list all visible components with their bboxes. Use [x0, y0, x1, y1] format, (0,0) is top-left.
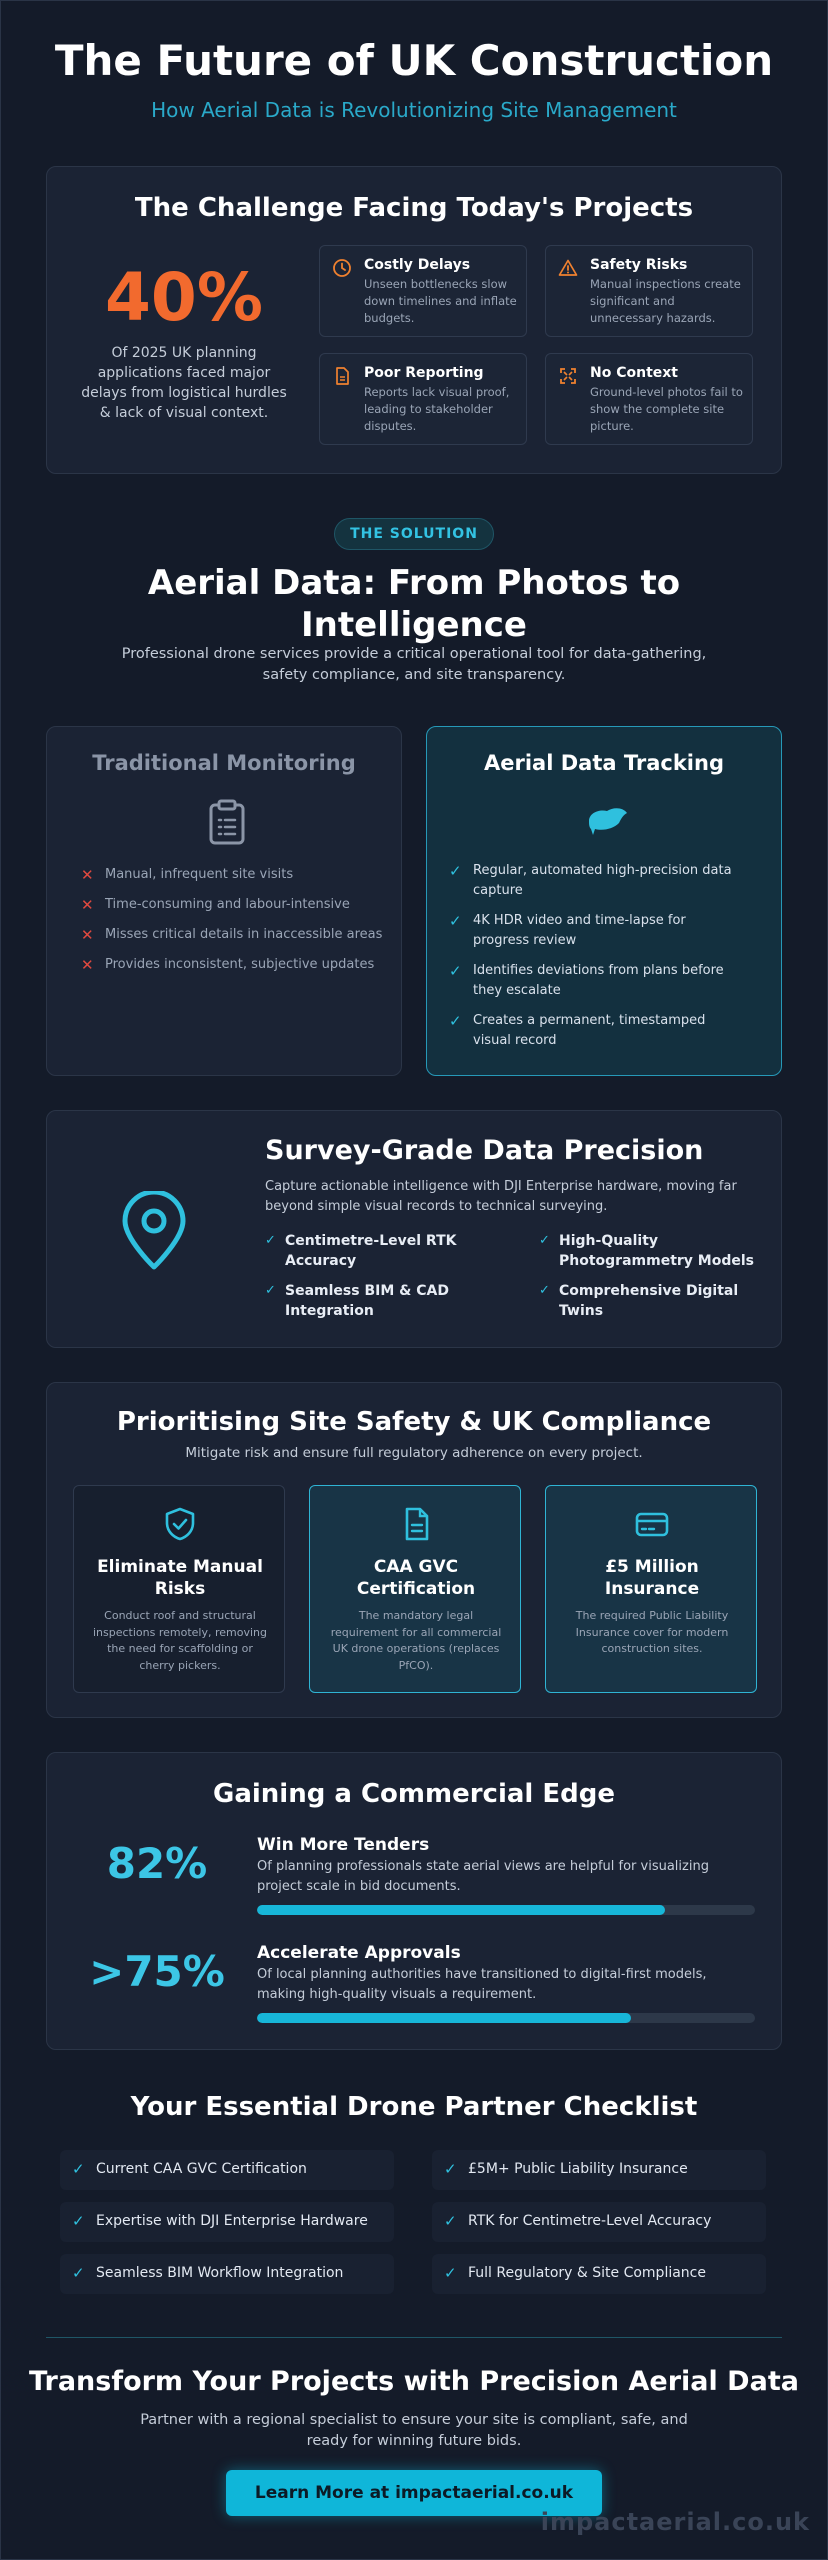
progress-bar — [257, 2013, 755, 2023]
commercial-row-desc: Of planning professionals state aerial views are helpful for visualizing project scale in bid documents. — [257, 1859, 709, 1894]
file-icon — [398, 1506, 434, 1542]
safety-box-insurance — [545, 1485, 757, 1693]
check-icon: ✓ — [539, 1233, 550, 1248]
precision-section: Survey-Grade Data Precision Capture actionable intelligence with DJI Enterprise hardware, moving far beyond simple visual records to technical surveying. ✓ Centimetre-Level RTK Accuracy ✓ High-Quality Photogrammetry Models ✓ Seamless BIM & CAD Integration ✓ Comprehensive Digital Twins — [46, 1110, 782, 1348]
challenge-item-title: Costly Delays — [364, 257, 471, 273]
cta-title: Transform Your Projects with Precision Aerial Data — [29, 2366, 799, 2397]
safety-box-caa-gvc — [309, 1485, 521, 1693]
commercial-stat: >75% — [89, 1947, 225, 1996]
commercial-row-title: Accelerate Approvals — [257, 1943, 461, 1963]
check-icon: ✓ — [449, 962, 462, 980]
commercial-section — [46, 1752, 782, 2050]
challenge-item-costly-delays — [319, 245, 527, 337]
section-divider — [46, 2337, 782, 2338]
safety-box-title: CAA GVC Certification — [356, 1557, 476, 1599]
warning-icon — [558, 258, 578, 278]
solution-pill: THE SOLUTION — [334, 518, 494, 550]
aerial-title: Aerial Data Tracking — [484, 751, 724, 775]
cta-desc: Partner with a regional specialist to ensure your site is compliant, safe, and ready for winning future bids. — [140, 2412, 688, 2449]
challenge-section — [46, 166, 782, 474]
precision-desc: Capture actionable intelligence with DJI Enterprise hardware, moving far beyond simple visual records to technical surveying. — [265, 1179, 737, 1214]
challenge-item-desc: Reports lack visual proof, leading to stakeholder disputes. — [364, 385, 510, 433]
progress-fill — [257, 2013, 631, 2023]
document-icon — [332, 366, 352, 386]
check-icon: ✓ — [449, 912, 462, 930]
x-icon: ✕ — [81, 926, 94, 944]
commercial-row-desc: Of local planning authorities have transitioned to digital-first models, making high-quality visuals a requirement. — [257, 1967, 707, 2002]
check-icon: ✓ — [72, 2212, 85, 2230]
challenge-item-title: No Context — [590, 365, 678, 381]
challenge-stat: 40% — [105, 259, 263, 336]
x-icon: ✕ — [81, 896, 94, 914]
challenge-item-desc: Unseen bottlenecks slow down timelines and inflate budgets. — [364, 277, 517, 325]
checklist-item: ✓ RTK for Centimetre-Level Accuracy — [432, 2202, 766, 2242]
clock-icon — [332, 258, 352, 278]
page-title: The Future of UK Construction — [54, 36, 774, 85]
watermark: impactaerial.co.uk — [540, 2508, 810, 2536]
solution-desc: Professional drone services provide a critical operational tool for data-gathering, safety compliance, and site transparency. — [121, 646, 707, 683]
safety-box-desc: The required Public Liability Insurance cover for modern construction sites. — [575, 1609, 729, 1655]
challenge-item-title: Safety Risks — [590, 257, 688, 273]
challenge-item-title: Poor Reporting — [364, 365, 484, 381]
map-pin-icon — [119, 1191, 189, 1271]
checklist-item: ✓ Full Regulatory & Site Compliance — [432, 2254, 766, 2294]
checklist-item: ✓ Current CAA GVC Certification — [60, 2150, 394, 2190]
checklist-title: Your Essential Drone Partner Checklist — [130, 2092, 698, 2122]
check-icon: ✓ — [444, 2264, 457, 2282]
credit-card-icon — [634, 1506, 670, 1542]
check-icon: ✓ — [444, 2160, 457, 2178]
safety-box-manual-risks — [73, 1485, 285, 1693]
checklist-item: ✓ Expertise with DJI Enterprise Hardware — [60, 2202, 394, 2242]
check-icon: ✓ — [265, 1283, 276, 1298]
clipboard-icon — [205, 799, 249, 845]
checklist-item: ✓ Seamless BIM Workflow Integration — [60, 2254, 394, 2294]
traditional-title: Traditional Monitoring — [92, 751, 356, 775]
challenge-item-poor-reporting — [319, 353, 527, 445]
page-subtitle: How Aerial Data is Revolutionizing Site Management — [151, 98, 677, 122]
safety-box-title: £5 Million Insurance — [604, 1557, 700, 1599]
shield-check-icon — [162, 1506, 198, 1542]
aerial-data-tracking-card: Aerial Data Tracking ✓ Regular, automated high-precision data capture ✓ 4K HDR video and time-lapse for progress review ✓ Identifies deviations from plans before they escalate ✓ Creates a permanent, timestamped visual record — [426, 726, 782, 1076]
drone-icon — [585, 799, 629, 845]
check-icon: ✓ — [449, 862, 462, 880]
challenge-item-no-context — [545, 353, 753, 445]
learn-more-button[interactable]: Learn More at impactaerial.co.uk — [226, 2470, 602, 2516]
checklist-item: ✓ £5M+ Public Liability Insurance — [432, 2150, 766, 2190]
solution-title: Aerial Data: From Photos to Intelligence — [147, 563, 681, 645]
check-icon: ✓ — [72, 2160, 85, 2178]
check-icon: ✓ — [449, 1012, 462, 1030]
challenge-stat-desc: Of 2025 UK planning applications faced major delays from logistical hurdles & lack of visual context. — [81, 345, 287, 421]
progress-fill — [257, 1905, 665, 1915]
precision-title: Survey-Grade Data Precision — [265, 1135, 704, 1166]
safety-box-desc: The mandatory legal requirement for all commercial UK drone operations (replaces PfCO). — [330, 1609, 502, 1672]
check-icon: ✓ — [72, 2264, 85, 2282]
safety-box-title: Eliminate Manual Risks — [97, 1557, 263, 1599]
x-icon: ✕ — [81, 866, 94, 884]
commercial-row-title: Win More Tenders — [257, 1835, 430, 1855]
challenge-item-safety-risks — [545, 245, 753, 337]
check-icon: ✓ — [265, 1233, 276, 1248]
traditional-monitoring-card: Traditional Monitoring ✕ Manual, infrequent site visits ✕ Time-consuming and labour-intensive ✕ Misses critical details in inaccessible areas ✕ Provides inconsistent, subjective updates — [46, 726, 402, 1076]
challenge-title: The Challenge Facing Today's Projects — [134, 193, 694, 223]
commercial-stat: 82% — [106, 1839, 208, 1888]
safety-title: Prioritising Site Safety & UK Compliance — [116, 1407, 712, 1437]
safety-desc: Mitigate risk and ensure full regulatory adherence on every project. — [185, 1445, 643, 1461]
safety-section — [46, 1382, 782, 1718]
x-icon: ✕ — [81, 956, 94, 974]
check-icon: ✓ — [539, 1283, 550, 1298]
expand-icon — [558, 366, 578, 386]
progress-bar — [257, 1905, 755, 1915]
check-icon: ✓ — [444, 2212, 457, 2230]
safety-box-desc: Conduct roof and structural inspections remotely, removing the need for scaffolding or cherry pickers. — [92, 1609, 267, 1672]
challenge-item-desc: Manual inspections create significant and unnecessary hazards. — [590, 277, 741, 325]
commercial-title: Gaining a Commercial Edge — [212, 1779, 616, 1809]
challenge-item-desc: Ground-level photos fail to show the complete site picture. — [590, 385, 743, 433]
